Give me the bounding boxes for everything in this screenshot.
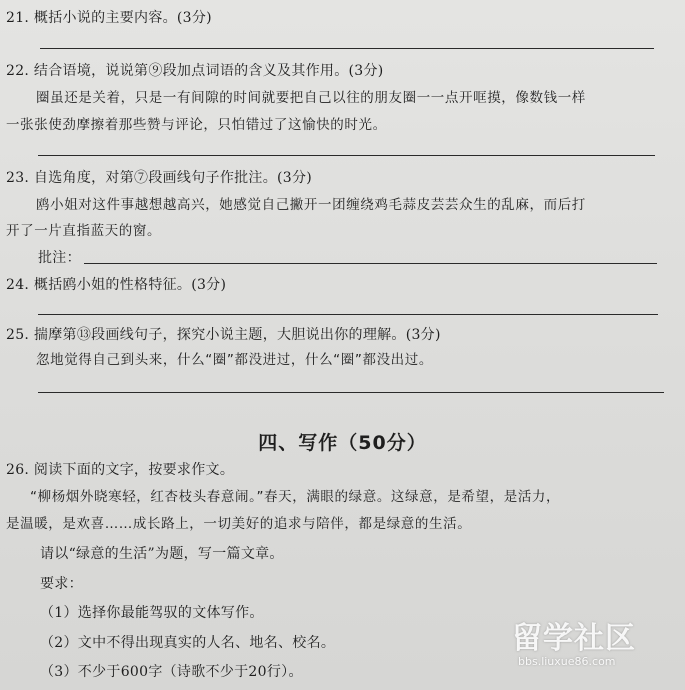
- answer-line-24: [38, 314, 658, 315]
- question-26: 26. 阅读下面的文字，按要求作文。: [6, 462, 235, 478]
- annotation-label: 批注：: [38, 250, 81, 266]
- passage-23-line1: 鸥小姐对这件事越想越高兴，她感觉自己撇开一团缠绕鸡毛蒜皮芸芸众生的乱麻，而后打: [36, 197, 586, 213]
- passage-22-line2: 一张张使劲摩擦着那些赞与评论，只怕错过了这愉快的时光。: [6, 117, 387, 133]
- requirement-item: （3）不少于600字（诗歌不少于20行）。: [40, 664, 303, 680]
- answer-line-22: [38, 155, 655, 156]
- site-watermark: [512, 613, 682, 685]
- passage-23-line2: 开了一片直指蓝天的窗。: [6, 223, 162, 239]
- watermark-logo-text: 留学社区: [512, 621, 636, 656]
- requirements-label: 要求：: [40, 576, 83, 592]
- section-title-writing: 四、写作（50分）: [258, 432, 427, 454]
- answer-line-25: [38, 392, 664, 393]
- answer-line-21: [40, 48, 654, 49]
- watermark-url: bbs.liuxue86.com: [518, 655, 616, 668]
- requirement-item: （2）文中不得出现真实的人名、地名、校名。: [40, 635, 336, 651]
- question-24: 24. 概括鸥小姐的性格特征。(3分): [6, 277, 227, 293]
- passage-25: 忽地觉得自己到头来，什么“圈”都没进过，什么“圈”都没出过。: [36, 352, 433, 368]
- task-26: 请以“绿意的生活”为题，写一篇文章。: [40, 546, 284, 562]
- requirement-item: （1）选择你最能驾驭的文体写作。: [40, 605, 264, 621]
- question-23: 23. 自选角度，对第⑦段画线句子作批注。(3分): [6, 170, 313, 186]
- annotation-line-23: [84, 263, 657, 264]
- question-22: 22. 结合语境，说说第⑨段加点词语的含义及其作用。(3分): [6, 63, 384, 79]
- passage-22-line1: 圈虽还是关着，只是一有间隙的时间就要把自己以往的朋友圈一一点开哐摸，像数钱一样: [36, 90, 586, 106]
- question-25: 25. 揣摩第⑬段画线句子，探究小说主题，大胆说出你的理解。(3分): [6, 327, 441, 343]
- prompt-26-line2: 是温暖，是欢喜……成长路上，一切美好的追求与陪伴，都是绿意的生活。: [6, 516, 472, 532]
- prompt-26-line1: “柳杨烟外晓寒轻，红杏枝头春意闹。”春天，满眼的绿意。这绿意，是希望，是活力，: [30, 489, 561, 505]
- question-21: 21. 概括小说的主要内容。(3分): [6, 10, 212, 26]
